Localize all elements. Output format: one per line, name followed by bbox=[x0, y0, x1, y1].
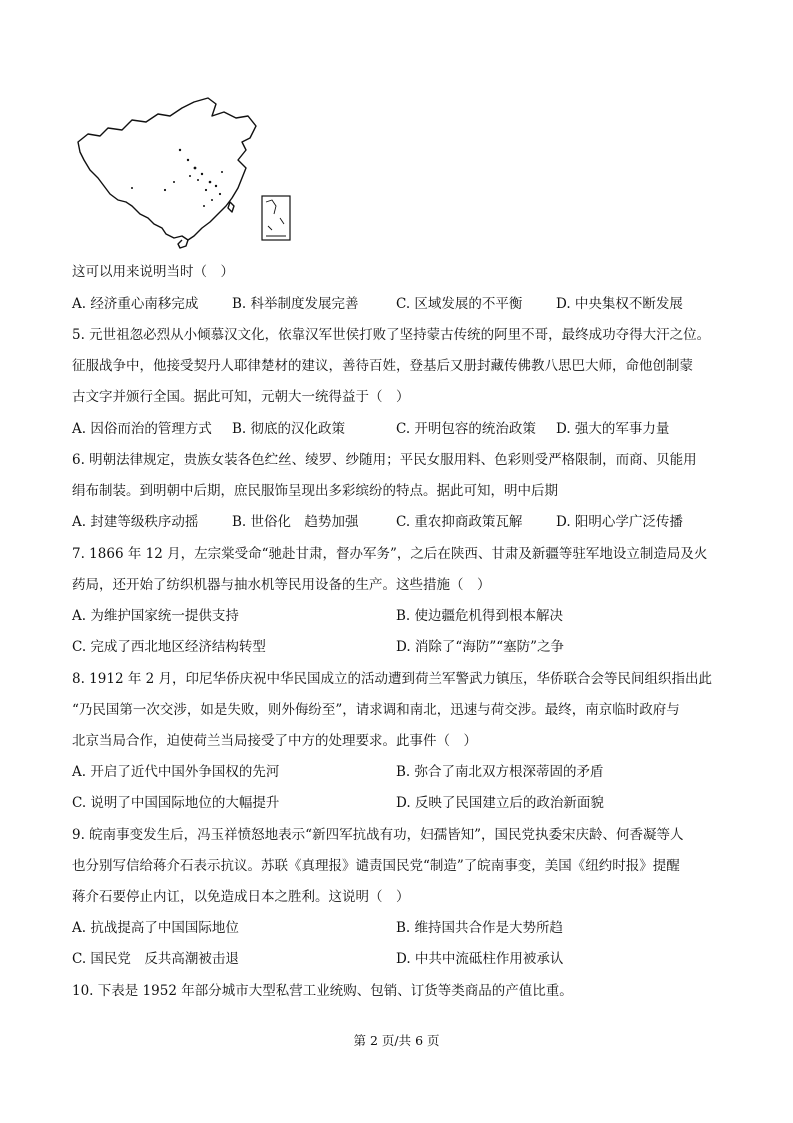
q5-option-b[interactable]: B. 彻底的汉化政策 bbox=[232, 421, 346, 437]
q8-stem-line-3: 北京当局合作，迫使荷兰当局接受了中方的处理要求。此事件（ ） bbox=[72, 733, 477, 749]
q5-stem-line-2: 征服战争中，他接受契丹人耶律楚材的建议，善待百姓，登基后又册封藏传佛教八思巴大师，命他创制蒙 bbox=[72, 358, 693, 374]
q6-option-c[interactable]: C. 重农抑商政策瓦解 bbox=[396, 514, 523, 530]
page-number: 第 2 页/共 6 页 bbox=[353, 1033, 440, 1048]
q7-stem-line-1: 7. 1866 年 12 月，左宗棠受命“驰赴甘肃，督办军务”，之后在陕西、甘肃及新疆等驻军地设立制造局及火 bbox=[72, 546, 708, 562]
q5-option-a[interactable]: A. 因俗而治的管理方式 bbox=[72, 421, 212, 437]
q6-stem-line-2: 绢布制装。到明朝中后期，庶民服饰呈现出多彩缤纷的特点。据此可知，明中后期 bbox=[72, 483, 558, 499]
south-china-sea-inset-icon bbox=[262, 196, 290, 240]
q9-option-d[interactable]: D. 中共中流砥柱作用被承认 bbox=[396, 951, 564, 967]
q4-option-c[interactable]: C. 区域发展的不平衡 bbox=[396, 296, 523, 312]
q7-stem-line-2: 药局，还开始了纺织机器与抽水机等民用设备的生产。这些措施（ ） bbox=[72, 577, 491, 593]
q9-option-c[interactable]: C. 国民党 反共高潮被击退 bbox=[72, 951, 239, 967]
q4-stem: 这可以用来说明当时（ ） bbox=[72, 264, 234, 280]
q4-option-a[interactable]: A. 经济重心南移完成 bbox=[72, 296, 199, 312]
q8-option-a[interactable]: A. 开启了近代中国外争国权的先河 bbox=[72, 764, 280, 780]
q9-option-a[interactable]: A. 抗战提高了中国国际地位 bbox=[72, 920, 239, 936]
q8-option-d[interactable]: D. 反映了民国建立后的政治新面貌 bbox=[396, 795, 604, 811]
q5-stem-line-3: 古文字并颁行全国。据此可知，元朝大一统得益于（ ） bbox=[72, 389, 410, 405]
q8-option-c[interactable]: C. 说明了中国国际地位的大幅提升 bbox=[72, 795, 280, 811]
q8-option-b[interactable]: B. 弥合了南北双方根深蒂固的矛盾 bbox=[396, 764, 604, 780]
q9-stem-line-3: 蒋介石要停止内讧，以免造成日本之胜利。这说明（ ） bbox=[72, 889, 410, 905]
q7-option-b[interactable]: B. 使边疆危机得到根本解决 bbox=[396, 608, 564, 624]
q6-stem-line-1: 6. 明朝法律规定，贵族女装各色纻丝、绫罗、纱随用；平民女服用料、色彩则受严格限制，而商、贝能用 bbox=[72, 452, 697, 468]
q6-option-b[interactable]: B. 世俗化 趋势加强 bbox=[232, 514, 359, 530]
q5-option-c[interactable]: C. 开明包容的统治政策 bbox=[396, 421, 536, 437]
q6-option-d[interactable]: D. 阳明心学广泛传播 bbox=[556, 514, 683, 530]
q7-option-d[interactable]: D. 消除了“海防”“塞防”之争 bbox=[396, 639, 565, 655]
q4-option-d[interactable]: D. 中央集权不断发展 bbox=[556, 296, 683, 312]
q4-option-b[interactable]: B. 科举制度发展完善 bbox=[232, 296, 359, 312]
q7-option-c[interactable]: C. 完成了西北地区经济结构转型 bbox=[72, 639, 266, 655]
q10-stem: 10. 下表是 1952 年部分城市大型私营工业统购、包销、订货等类商品的产值比重。 bbox=[72, 983, 573, 999]
q8-stem-line-2: “乃民国第一次交涉，如是失败，则外侮纷至”，请求调和南北，迅速与荷交涉。最终，南京临时政府与 bbox=[72, 702, 680, 718]
q9-stem-line-1: 9. 皖南事变发生后，冯玉祥愤怒地表示“新四军抗战有功，妇孺皆知”，国民党执委宋庆龄、何香凝等人 bbox=[72, 827, 684, 843]
q6-option-a[interactable]: A. 封建等级秩序动摇 bbox=[72, 514, 199, 530]
q5-stem-line-1: 5. 元世祖忽必烈从小倾慕汉文化，依靠汉军世侯打败了坚持蒙古传统的阿里不哥，最终成功夺得大汗之位。 bbox=[72, 327, 711, 343]
q8-stem-line-1: 8. 1912 年 2 月，印尼华侨庆祝中华民国成立的活动遭到荷兰军警武力镇压，华侨联合会等民间组织指出此 bbox=[72, 671, 712, 687]
china-map-icon bbox=[70, 90, 300, 250]
q9-stem-line-2: 也分别写信给蒋介石表示抗议。苏联《真理报》谴责国民党“制造”了皖南事变，美国《纽约时报》提醒 bbox=[72, 858, 680, 874]
q9-option-b[interactable]: B. 维持国共合作是大势所趋 bbox=[396, 920, 564, 936]
q7-option-a[interactable]: A. 为维护国家统一提供支持 bbox=[72, 608, 239, 624]
q5-option-d[interactable]: D. 强大的军事力量 bbox=[556, 421, 670, 437]
